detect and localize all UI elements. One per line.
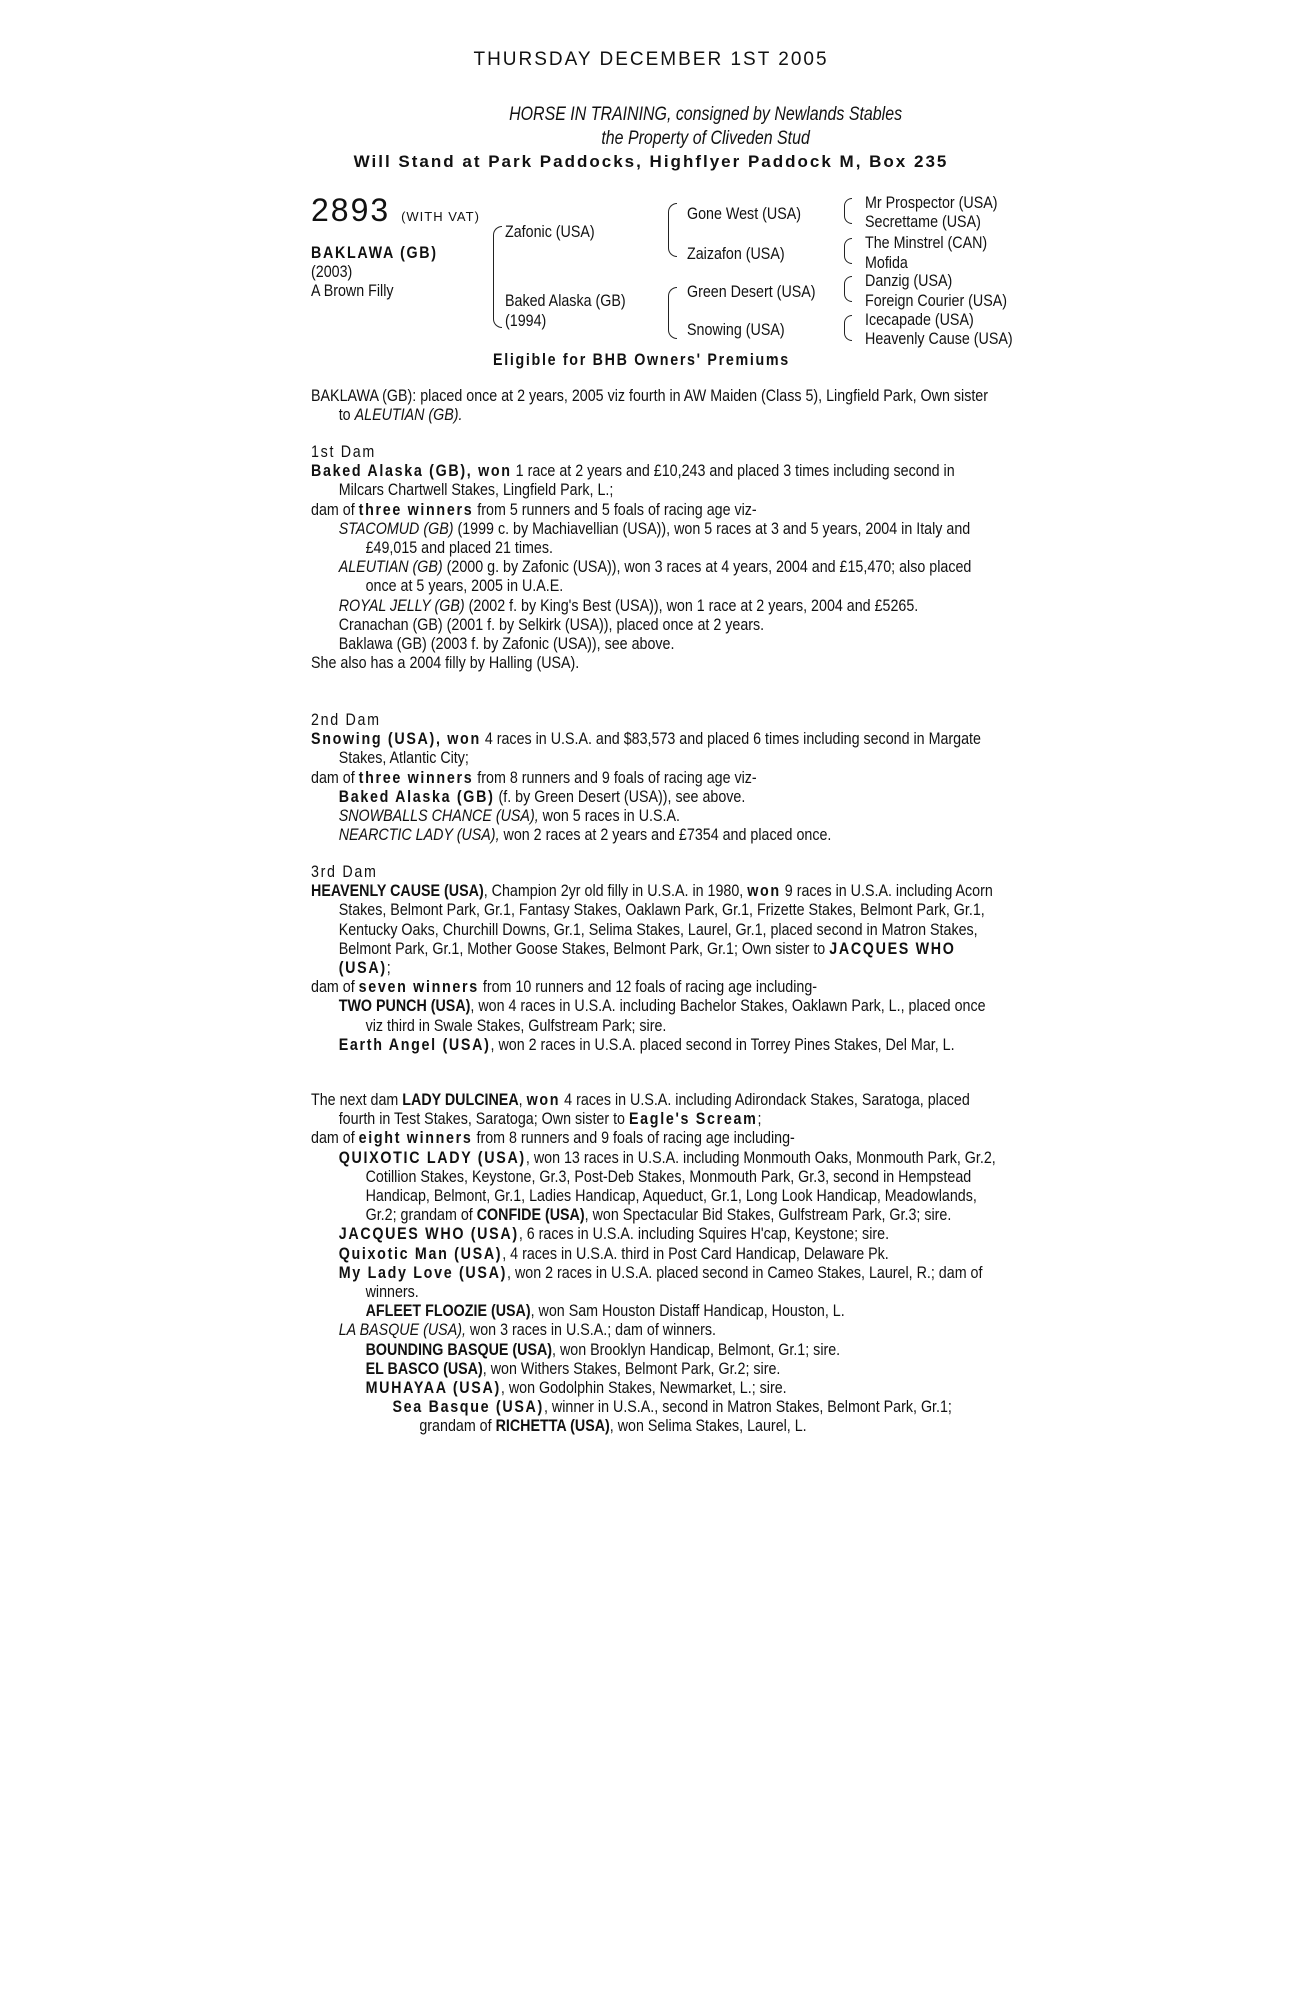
pedigree-brace xyxy=(844,276,852,302)
sale-date: THURSDAY DECEMBER 1ST 2005 xyxy=(473,49,829,70)
third-dam-section: 3rd Dam HEAVENLY CAUSE (USA), Champion 2yr old filly in U.S.A. in 1980, won 9 races in U.S.A. including Acorn Stakes, Belmont Park, Gr.1, Fantasy Stakes, Oaklawn Park, Gr.1, Frizette Stakes, Belmont Park, Gr.1, Kentucky Oaks, Churchill Downs, Gr.1, Selima Stakes, Laurel, Gr.1, placed second in Matron Stakes, Belmont Park, Gr.1, Mother Goose Stakes, Belmont Park, Gr.1; Own sister to JACQUES WHO (USA); dam of seven winners from 10 runners and 12 foals of racing age including- TWO PUNCH (USA), won 4 races in U.S.A. including Bachelor Stakes, Oaklawn Park, L., placed once viz third in Swale Stakes, Gulfstream Park; sire. Earth Angel (USA), won 2 races in U.S.A. placed second in Torrey Pines Stakes, Del Mar, L. xyxy=(311,862,1000,1054)
horse-description: A Brown Filly xyxy=(311,281,394,300)
sire-dam: Zaizafon (USA) xyxy=(687,244,785,263)
ped-sss: Mr Prospector (USA) xyxy=(865,193,998,212)
sire-sire: Gone West (USA) xyxy=(687,204,802,223)
ped-ddd: Heavenly Cause (USA) xyxy=(865,329,1013,348)
dam: Baked Alaska (GB) xyxy=(505,291,626,310)
pedigree-brace xyxy=(668,203,677,257)
dam-dam: Snowing (USA) xyxy=(687,320,785,339)
sire: Zafonic (USA) xyxy=(505,222,595,241)
horse-summary: BAKLAWA (GB): placed once at 2 years, 2005 viz fourth in AW Maiden (Class 5), Lingfield Park, Own sister to ALEUTIAN (GB). xyxy=(311,386,989,425)
pedigree-brace xyxy=(668,287,677,339)
ped-sdd: Mofida xyxy=(865,253,908,272)
pedigree-brace xyxy=(844,198,852,224)
ped-dds: Icecapade (USA) xyxy=(865,310,974,329)
consignor-line: HORSE IN TRAINING, consigned by Newlands Stables xyxy=(509,104,903,125)
ped-dsd: Foreign Courier (USA) xyxy=(865,291,1008,310)
ped-sds: The Minstrel (CAN) xyxy=(865,233,988,252)
horse-year: (2003) xyxy=(311,262,353,281)
first-dam-section: 1st Dam Baked Alaska (GB), won 1 race at 2 years and £10,243 and placed 3 times including second in Milcars Chartwell Stakes, Lingfield Park, L.; dam of three winners from 5 runners and 5 foals of racing age viz- STACOMUD (GB) (1999 c. by Machiavellian (USA)), won 5 races at 3 and 5 years, 2004 in Italy and £49,015 and placed 21 times. ALEUTIAN (GB) (2000 g. by Zafonic (USA)), won 3 races at 4 years, 2004 and £15,470; also placed once at 5 years, 2005 in U.A.E. ROYAL JELLY (GB) (2002 f. by King's Best (USA)), won 1 race at 2 years, 2004 and £5265. Cranachan (GB) (2001 f. by Selkirk (USA)), placed once at 2 years. Baklawa (GB) (2003 f. by Zafonic (USA)), see above. She also has a 2004 filly by Halling (USA). xyxy=(311,442,1000,672)
third-dam-heading: 3rd Dam xyxy=(311,862,378,881)
vat-note: (WITH VAT) xyxy=(401,209,480,224)
lot-number-block xyxy=(311,192,480,229)
second-dam-heading: 2nd Dam xyxy=(311,710,381,729)
first-dam-heading: 1st Dam xyxy=(311,442,376,461)
horse-name: BAKLAWA (GB) xyxy=(311,243,438,262)
stand-location: Will Stand at Park Paddocks, Highflyer Paddock M, Box 235 xyxy=(353,152,949,171)
second-dam-section: 2nd Dam Snowing (USA), won 4 races in U.S.A. and $83,573 and placed 6 times including second in Margate Stakes, Atlantic City; dam of three winners from 8 runners and 9 foals of racing age viz- Baked Alaska (GB) (f. by Green Desert (USA)), see above. SNOWBALLS CHANCE (USA), won 5 races in U.S.A. NEARCTIC LADY (USA), won 2 races at 2 years and £7354 and placed once. xyxy=(311,710,1000,844)
lot-number: 2893 xyxy=(311,192,391,228)
next-dam-section: The next dam LADY DULCINEA, won 4 races in U.S.A. including Adirondack Stakes, Saratoga, placed fourth in Test Stakes, Saratoga; Own sister to Eagle's Scream; dam of eight winners from 8 runners and 9 foals of racing age including- QUIXOTIC LADY (USA), won 13 races in U.S.A. including Monmouth Oaks, Monmouth Park, Gr.2, Cotillion Stakes, Keystone, Gr.3, Post-Deb Stakes, Monmouth Park, Gr.3, second in Hempstead Handicap, Belmont, Gr.1, Ladies Handicap, Aqueduct, Gr.1, Long Look Handicap, Meadowlands, Gr.2; grandam of CONFIDE (USA), won Spectacular Bid Stakes, Gulfstream Park, Gr.3; sire. JACQUES WHO (USA), 6 races in U.S.A. including Squires H'cap, Keystone; sire. Quixotic Man (USA), 4 races in U.S.A. third in Post Card Handicap, Delaware Pk. My Lady Love (USA), won 2 races in U.S.A. placed second in Cameo Stakes, Laurel, R.; dam of winners. AFLEET FLOOZIE (USA), won Sam Houston Distaff Handicap, Houston, L. LA BASQUE (USA), won 3 races in U.S.A.; dam of winners. BOUNDING BASQUE (USA), won Brooklyn Handicap, Belmont, Gr.1; sire. EL BASCO (USA), won Withers Stakes, Belmont Park, Gr.2; sire. MUHAYAA (USA), won Godolphin Stakes, Newmarket, L.; sire. Sea Basque (USA), winner in U.S.A., second in Matron Stakes, Belmont Park, Gr.1; grandam of RICHETTA (USA), won Selima Stakes, Laurel, L. xyxy=(311,1090,996,1436)
dam-year: (1994) xyxy=(505,311,547,330)
ped-dss: Danzig (USA) xyxy=(865,271,953,290)
ped-ssd: Secrettame (USA) xyxy=(865,212,981,231)
property-line: the Property of Cliveden Stud xyxy=(601,128,810,149)
pedigree-brace xyxy=(844,315,852,341)
pedigree-brace xyxy=(844,238,852,264)
dam-sire: Green Desert (USA) xyxy=(687,282,816,301)
eligibility-note: Eligible for BHB Owners' Premiums xyxy=(493,350,790,369)
pedigree-brace xyxy=(493,226,502,328)
